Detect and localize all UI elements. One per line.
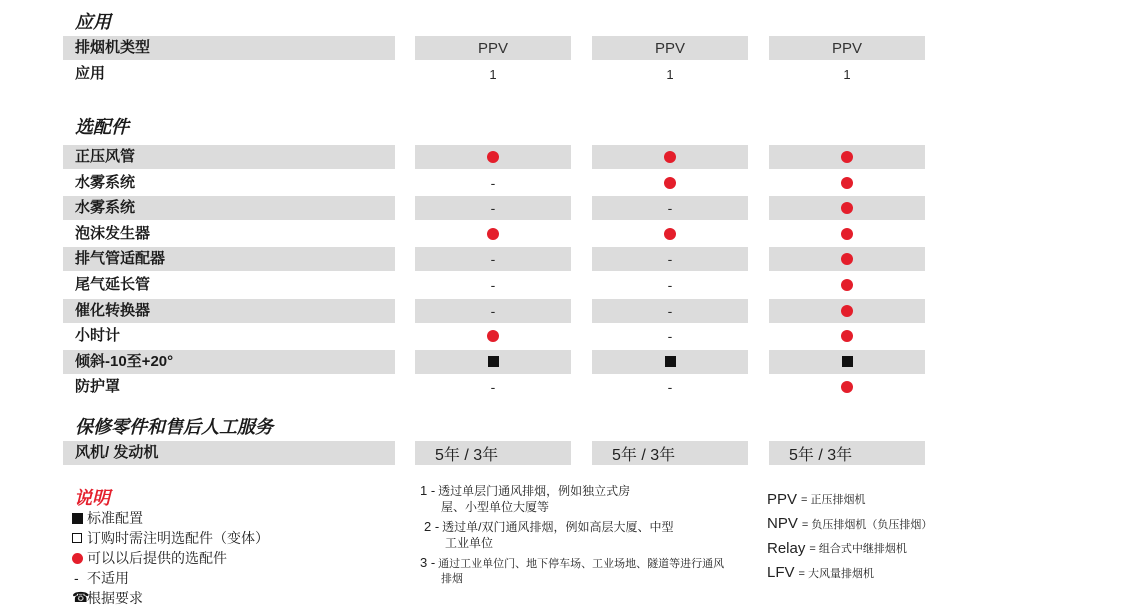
red-dot-icon <box>841 202 853 214</box>
table-row <box>63 273 925 297</box>
note-item <box>420 519 724 551</box>
value-cell: - <box>592 247 748 271</box>
note-text: 透过单层门通风排烟，例如独立式房 <box>438 484 631 498</box>
value-cell <box>592 145 748 169</box>
abbreviation-code: LFV <box>767 564 795 582</box>
legend-mark: - <box>74 570 79 586</box>
row-label: 排烟机类型 <box>63 36 395 60</box>
row-label: 应用 <box>75 65 106 82</box>
value-cell: - <box>415 247 571 271</box>
abbreviation-item <box>767 536 932 561</box>
red-dot-icon <box>841 253 853 265</box>
value-cell: 1 <box>489 66 497 82</box>
value-cell: 5年 / 3年 <box>415 441 571 465</box>
abbreviation-meaning: = 组合式中继排烟机 <box>809 543 907 556</box>
value-cell <box>769 171 925 195</box>
legend-text: 不适用 <box>87 570 129 586</box>
value-cell: - <box>415 299 571 323</box>
row-label: 水雾系统 <box>75 173 136 191</box>
table-row <box>63 36 925 60</box>
note-number: 3 - <box>420 555 436 570</box>
note-number: 2 - <box>424 519 440 534</box>
note-item <box>420 555 724 587</box>
value-cell: - <box>415 196 571 220</box>
value-cell <box>769 299 925 323</box>
legend-title: 说明 <box>74 488 110 508</box>
legend-item <box>72 568 269 588</box>
value-cell: - <box>667 328 673 345</box>
value-cell: PPV <box>415 36 571 60</box>
value-cell <box>769 222 925 246</box>
value-cell: - <box>490 276 496 293</box>
table-row <box>63 441 925 465</box>
note-number: 1 - <box>420 483 436 498</box>
row-label: 排气管适配器 <box>63 247 395 271</box>
legend-item <box>72 548 269 568</box>
value-cell: - <box>592 299 748 323</box>
table-row <box>63 247 925 271</box>
red-dot-icon <box>487 330 499 342</box>
red-dot-icon <box>72 553 83 564</box>
red-dot-icon <box>841 151 853 163</box>
row-label: 泡沫发生器 <box>75 224 151 242</box>
red-dot-icon <box>841 279 853 291</box>
value-cell: 5年 / 3年 <box>592 441 748 465</box>
note-text: 透过单/双门通风排烟，例如高层大厦、中型 <box>442 520 674 534</box>
table-row <box>63 350 925 374</box>
red-dot-icon <box>487 228 499 240</box>
abbreviation-item <box>767 487 932 512</box>
value-cell <box>769 145 925 169</box>
abbreviation-item <box>767 512 932 537</box>
abbreviation-meaning: = 负压排烟机（负压排烟） <box>801 518 933 531</box>
row-label: 尾气延长管 <box>75 275 151 293</box>
legend-text: 标准配置 <box>87 510 143 526</box>
value-cell <box>415 222 571 246</box>
row-label: 水雾系统 <box>63 196 395 220</box>
legend-item <box>72 528 269 548</box>
abbreviation-meaning: = 正压排烟机 <box>801 494 866 507</box>
value-cell: - <box>667 379 673 396</box>
black-square-icon <box>842 356 853 367</box>
application-notes <box>420 483 724 591</box>
table-row <box>63 171 925 195</box>
legend-item <box>72 588 269 608</box>
note-text: 排烟 <box>441 573 463 585</box>
red-dot-icon <box>841 177 853 189</box>
value-cell <box>769 273 925 297</box>
red-dot-icon <box>664 151 676 163</box>
value-cell <box>769 196 925 220</box>
hollow-square-icon <box>72 533 82 543</box>
red-dot-icon <box>664 228 676 240</box>
abbreviation-code: NPV <box>767 515 798 533</box>
row-label: 正压风管 <box>63 145 395 169</box>
red-dot-icon <box>841 381 853 393</box>
row-label: 倾斜-10至+20° <box>63 350 395 374</box>
legend-mark <box>72 533 87 543</box>
abbreviation-code: PPV <box>767 490 798 508</box>
row-label: 小时计 <box>75 327 121 345</box>
value-cell: 1 <box>666 66 674 82</box>
black-square-icon <box>72 513 83 524</box>
value-cell <box>769 375 925 399</box>
note-line <box>420 555 724 571</box>
red-dot-icon <box>664 177 676 189</box>
red-dot-icon <box>841 305 853 317</box>
table-row <box>63 196 925 220</box>
telephone-icon: ☎ <box>72 590 90 606</box>
value-cell <box>592 222 748 246</box>
legend-mark <box>72 513 87 524</box>
value-cell: PPV <box>592 36 748 60</box>
red-dot-icon <box>841 330 853 342</box>
service-table <box>63 441 925 465</box>
note-line <box>424 519 724 535</box>
table-row <box>63 299 925 323</box>
row-label: 防护罩 <box>75 378 121 396</box>
note-text: 屋、小型单位大厦等 <box>441 500 550 514</box>
abbreviation-list <box>767 487 932 585</box>
table-row <box>63 324 925 348</box>
value-cell <box>769 350 925 374</box>
value-cell: - <box>592 196 748 220</box>
value-cell <box>415 324 571 348</box>
black-square-icon <box>488 356 499 367</box>
abbreviation-meaning: = 大风量排烟机 <box>798 567 874 580</box>
value-cell <box>415 145 571 169</box>
table-row <box>63 222 925 246</box>
red-dot-icon <box>841 228 853 240</box>
note-text: 工业单位 <box>445 536 494 550</box>
row-label: 风机/ 发动机 <box>63 441 395 465</box>
row-label: 催化转换器 <box>63 299 395 323</box>
legend-text: 可以以后提供的选配件 <box>87 550 227 566</box>
value-cell: 5年 / 3年 <box>769 441 925 465</box>
application-table <box>63 36 925 86</box>
note-text: 通过工业单位门、地下停车场、工业场地、隧道等进行通风 <box>438 558 725 570</box>
legend-item <box>72 508 269 528</box>
red-dot-icon <box>487 151 499 163</box>
value-cell <box>592 171 748 195</box>
note-line <box>420 483 724 499</box>
value-cell: - <box>490 174 496 191</box>
table-row <box>63 62 925 86</box>
legend <box>72 488 269 608</box>
abbreviation-code: Relay <box>767 539 806 557</box>
legend-text: 订购时需注明选配件（变体） <box>87 530 269 546</box>
value-cell: - <box>667 276 673 293</box>
abbreviation-item <box>767 561 932 586</box>
section-title-application: 应用 <box>75 12 111 32</box>
table-row <box>63 145 925 169</box>
note-item <box>420 483 724 515</box>
black-square-icon <box>665 356 676 367</box>
value-cell <box>415 350 571 374</box>
options-table <box>63 145 925 399</box>
value-cell: 1 <box>843 66 851 82</box>
value-cell: PPV <box>769 36 925 60</box>
value-cell: - <box>490 379 496 396</box>
legend-text: 根据要求 <box>87 590 143 606</box>
table-row <box>63 375 925 399</box>
legend-mark <box>72 553 87 564</box>
section-title-service: 保修零件和售后人工服务 <box>75 417 273 437</box>
value-cell <box>769 324 925 348</box>
value-cell <box>592 350 748 374</box>
legend-mark <box>72 590 90 606</box>
value-cell <box>769 247 925 271</box>
section-title-options: 选配件 <box>75 117 129 137</box>
